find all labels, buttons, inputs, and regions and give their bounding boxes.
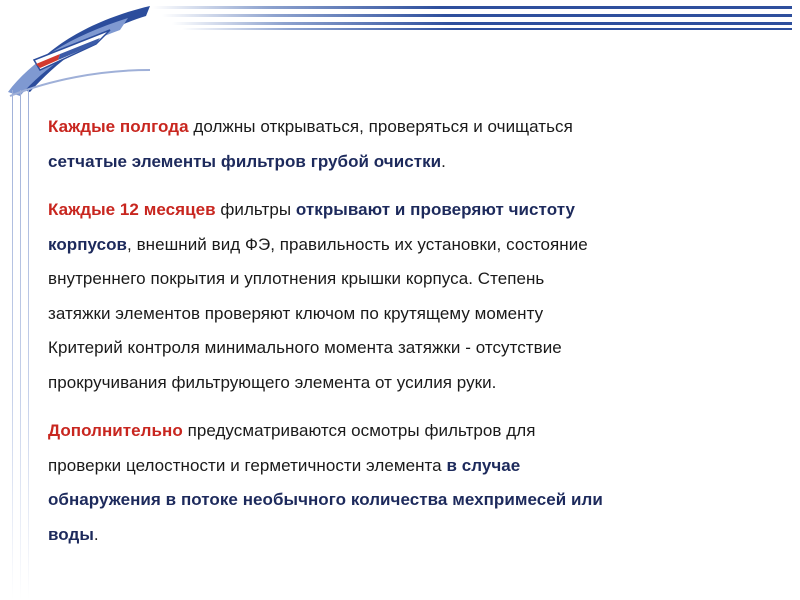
text-run: . bbox=[93, 524, 99, 544]
highlight-red: Дополнительно bbox=[48, 421, 183, 440]
highlight-navy: открывают и проверяют чистоту bbox=[295, 200, 576, 219]
left-vertical-rules bbox=[12, 90, 42, 600]
text-run: . bbox=[441, 151, 446, 171]
slide-body-text bbox=[48, 110, 768, 566]
highlight-red: Каждые 12 месяцев bbox=[48, 200, 221, 219]
text-line: внутреннего покрытия и уплотнения крышки корпуса. Степень bbox=[48, 269, 545, 288]
text-run: фильтры bbox=[220, 200, 296, 219]
text-line bbox=[48, 193, 768, 228]
highlight-red: Каждые полгода bbox=[48, 117, 189, 136]
text-line bbox=[48, 414, 768, 449]
text-line: затяжки элементов проверяют ключом по крутящему моменту bbox=[48, 303, 544, 323]
text-line bbox=[48, 145, 768, 180]
highlight-navy: корпусов bbox=[48, 234, 128, 254]
text-line: обнаружения в потоке необычного количества мехпримесей или bbox=[48, 490, 603, 509]
header-stripe bbox=[162, 14, 792, 17]
text-line bbox=[48, 518, 768, 553]
header-stripe bbox=[182, 28, 792, 30]
paragraph-annual bbox=[48, 193, 768, 400]
text-run: должны открываться, проверяться и очищаться bbox=[188, 117, 573, 136]
text-line: Критерий контроля минимального момента затяжки - отсутствие bbox=[48, 338, 562, 357]
header-stripe bbox=[172, 22, 792, 25]
highlight-navy: сетчатые элементы фильтров грубой очистки bbox=[48, 151, 442, 171]
highlight-navy: воды bbox=[48, 524, 94, 544]
header-stripes bbox=[152, 6, 792, 32]
paragraph-semiannual bbox=[48, 110, 768, 179]
book-wings-logo-icon bbox=[0, 0, 170, 100]
header-stripe bbox=[152, 6, 792, 9]
text-run: , внешний вид ФЭ, правильность их установки, состояние bbox=[127, 234, 588, 254]
vertical-rule bbox=[20, 90, 21, 600]
highlight-navy: в случае bbox=[446, 455, 521, 475]
text-line bbox=[48, 110, 768, 145]
text-line bbox=[48, 449, 768, 484]
text-line bbox=[48, 228, 768, 263]
vertical-rule bbox=[28, 90, 29, 600]
text-run: предусматриваются осмотры фильтров для bbox=[182, 421, 536, 440]
vertical-rule bbox=[12, 90, 13, 600]
text-run: проверки целостности и герметичности элемента bbox=[48, 455, 447, 475]
text-line: прокручивания фильтрующего элемента от усилия руки. bbox=[48, 372, 497, 392]
paragraph-additional bbox=[48, 414, 768, 552]
